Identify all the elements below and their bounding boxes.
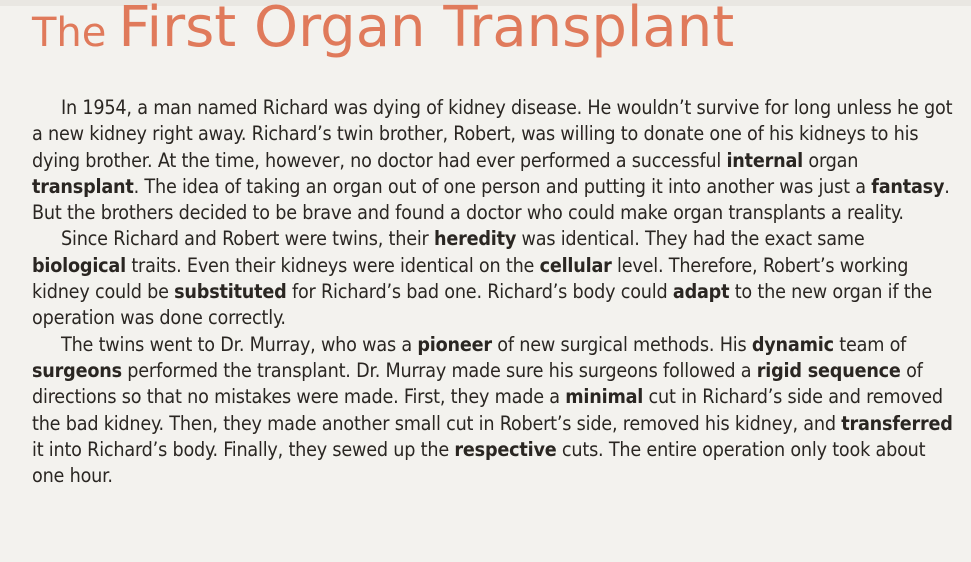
vocab-word: adapt bbox=[672, 280, 730, 304]
text-run: performed the transplant. Dr. Murray made sure his surgeons followed a bbox=[121, 358, 757, 382]
text-run: team of bbox=[833, 332, 907, 356]
vocab-word: pioneer bbox=[417, 332, 492, 356]
text-run: it into Richard’s body. Finally, they sewed up the bbox=[32, 437, 455, 461]
text-run: to the new organ if the operation was done correctly. bbox=[32, 280, 933, 330]
paragraph-3 bbox=[32, 332, 957, 490]
text-run: of directions so that no mistakes were made. First, they made a bbox=[32, 358, 923, 409]
text-run: cut in Richard’s side and removed the bad kidney. Then, they made another small cut in Robert’s side, removed his kidney, and bbox=[32, 385, 943, 435]
text-run: cuts. The entire operation only took about one hour. bbox=[32, 437, 926, 488]
vocab-word: transferred bbox=[841, 411, 953, 435]
text-run: traits. Even their kidneys were identical on the bbox=[125, 253, 540, 277]
vocab-word: surgeons bbox=[32, 358, 122, 382]
text-run: level. Therefore, Robert’s working kidney could be bbox=[32, 253, 909, 304]
vocab-word: rigid sequence bbox=[756, 358, 901, 382]
text-run: organ bbox=[803, 148, 859, 172]
vocab-word: minimal bbox=[565, 385, 644, 409]
text-run: In 1954, a man named Richard was dying of kidney disease. He wouldn’t survive for long unless he got a new kidney right away. Richard’s twin brother, Robert, was willing to donate one of his kidneys to his dying brother. At the time, however, no doctor had ever performed a successful bbox=[32, 96, 953, 172]
vocab-word: fantasy bbox=[871, 174, 945, 198]
text-run: of new surgical methods. His bbox=[491, 332, 752, 356]
paragraph-1 bbox=[32, 95, 957, 226]
vocab-word: respective bbox=[454, 437, 557, 461]
title-prefix: The bbox=[32, 10, 107, 56]
text-run: for Richard’s bad one. Richard’s body could bbox=[286, 280, 673, 304]
paragraph-2 bbox=[32, 226, 957, 331]
vocab-word: cellular bbox=[539, 253, 612, 277]
vocab-word: internal bbox=[726, 148, 803, 172]
text-run: was identical. They had the exact same bbox=[516, 227, 865, 251]
title-main: First Organ Transplant bbox=[118, 0, 735, 60]
text-run: Since Richard and Robert were twins, their bbox=[61, 227, 434, 251]
text-run: . But the brothers decided to be brave and found a doctor who could make organ transplants a reality. bbox=[32, 174, 950, 225]
vocab-word: substituted bbox=[174, 280, 287, 304]
vocab-word: transplant bbox=[32, 174, 134, 198]
vocab-word: biological bbox=[32, 253, 126, 277]
vocab-word: heredity bbox=[433, 227, 517, 251]
page-title bbox=[32, 0, 735, 60]
text-run: . The idea of taking an organ out of one person and putting it into another was just a bbox=[133, 174, 872, 198]
article-body bbox=[32, 95, 957, 489]
vocab-word: dynamic bbox=[751, 332, 834, 356]
text-run: The twins went to Dr. Murray, who was a bbox=[61, 332, 418, 356]
